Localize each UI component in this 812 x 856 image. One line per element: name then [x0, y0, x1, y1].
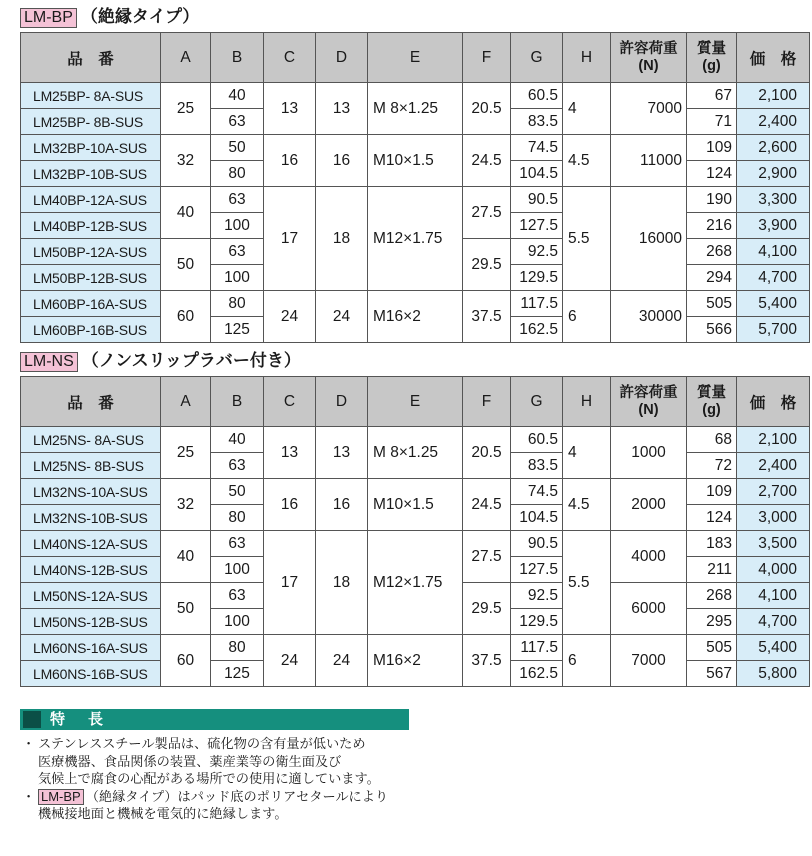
cell-b: 100 — [211, 213, 264, 239]
cell-mass: 505 — [687, 635, 737, 661]
product-code: LM40NS-12B-SUS — [21, 557, 161, 583]
cell-a: 25 — [161, 83, 211, 135]
cell-mass: 505 — [687, 291, 737, 317]
table-row — [21, 187, 810, 213]
cell-load: 6000 — [611, 583, 687, 635]
cell-price: 5,400 — [737, 291, 810, 317]
cell-price: 2,100 — [737, 83, 810, 109]
header-d: D — [316, 33, 368, 83]
cell-c: 16 — [264, 479, 316, 531]
cell-g: 83.5 — [511, 453, 563, 479]
cell-price: 3,500 — [737, 531, 810, 557]
header-e: E — [368, 33, 463, 83]
header-name: 品 番 — [21, 33, 161, 83]
header-f: F — [463, 377, 511, 427]
lm-bp-spec-table — [20, 32, 810, 343]
cell-b: 80 — [211, 161, 264, 187]
cell-price: 4,700 — [737, 265, 810, 291]
heading-marker — [23, 711, 41, 728]
cell-mass: 68 — [687, 427, 737, 453]
note-line: 気候上で腐食の心配がある場所での使用に適しています。 — [38, 772, 380, 787]
cell-price: 2,400 — [737, 453, 810, 479]
cell-g: 90.5 — [511, 531, 563, 557]
cell-a: 60 — [161, 291, 211, 343]
cell-b: 100 — [211, 609, 264, 635]
cell-f: 20.5 — [463, 83, 511, 135]
cell-f: 20.5 — [463, 427, 511, 479]
cell-f: 27.5 — [463, 531, 511, 583]
cell-g: 74.5 — [511, 135, 563, 161]
cell-c: 17 — [264, 531, 316, 635]
cell-g: 104.5 — [511, 161, 563, 187]
cell-h: 5.5 — [563, 531, 611, 635]
cell-g: 92.5 — [511, 583, 563, 609]
cell-a: 40 — [161, 531, 211, 583]
table-header-row — [21, 33, 810, 83]
product-code: LM50NS-12B-SUS — [21, 609, 161, 635]
product-code: LM32NS-10A-SUS — [21, 479, 161, 505]
cell-mass: 294 — [687, 265, 737, 291]
cell-e: M16×2 — [368, 635, 463, 687]
header-mass-label: 質量 — [697, 40, 726, 57]
cell-mass: 124 — [687, 161, 737, 187]
cell-e: M12×1.75 — [368, 531, 463, 635]
cell-price: 2,700 — [737, 479, 810, 505]
cell-g: 90.5 — [511, 187, 563, 213]
cell-d: 24 — [316, 635, 368, 687]
cell-b: 63 — [211, 583, 264, 609]
table-header-row — [21, 377, 810, 427]
header-f: F — [463, 33, 511, 83]
cell-e: M12×1.75 — [368, 187, 463, 291]
product-code: LM60BP-16B-SUS — [21, 317, 161, 343]
cell-g: 117.5 — [511, 635, 563, 661]
cell-b: 80 — [211, 635, 264, 661]
cell-mass: 109 — [687, 135, 737, 161]
table-row — [21, 479, 810, 505]
cell-b: 100 — [211, 557, 264, 583]
bullet: ・ — [22, 737, 36, 752]
cell-g: 129.5 — [511, 609, 563, 635]
note-line: ステンレススチール製品は、硫化物の含有量が低いため — [38, 737, 366, 752]
header-load — [611, 33, 687, 83]
header-a: A — [161, 377, 211, 427]
cell-b: 125 — [211, 661, 264, 687]
header-load-label: 許容荷重 — [619, 40, 678, 57]
header-price: 価 格 — [737, 33, 810, 83]
note-line: （絶縁タイプ）はパッド底のポリアセタールにより — [85, 789, 389, 805]
section-subtitle: （絶縁タイプ） — [80, 7, 200, 27]
cell-a: 32 — [161, 479, 211, 531]
cell-d: 16 — [316, 479, 368, 531]
product-code: LM50BP-12A-SUS — [21, 239, 161, 265]
cell-load: 1000 — [611, 427, 687, 479]
cell-g: 60.5 — [511, 427, 563, 453]
section-title-lm-ns — [20, 349, 301, 373]
cell-h: 4.5 — [563, 479, 611, 531]
lm-bp-inline-tag: LM-BP — [38, 789, 84, 805]
cell-h: 6 — [563, 291, 611, 343]
cell-price: 2,900 — [737, 161, 810, 187]
cell-b: 100 — [211, 265, 264, 291]
cell-g: 104.5 — [511, 505, 563, 531]
cell-mass: 109 — [687, 479, 737, 505]
cell-g: 83.5 — [511, 109, 563, 135]
cell-d: 16 — [316, 135, 368, 187]
feature-note — [20, 736, 440, 789]
cell-mass: 190 — [687, 187, 737, 213]
product-code: LM32NS-10B-SUS — [21, 505, 161, 531]
cell-e: M 8×1.25 — [368, 427, 463, 479]
product-code: LM60NS-16A-SUS — [21, 635, 161, 661]
cell-e: M 8×1.25 — [368, 83, 463, 135]
product-code: LM40BP-12A-SUS — [21, 187, 161, 213]
header-g: G — [511, 377, 563, 427]
feature-note — [20, 789, 440, 824]
header-h: H — [563, 377, 611, 427]
cell-f: 37.5 — [463, 291, 511, 343]
cell-price: 3,300 — [737, 187, 810, 213]
cell-load: 11000 — [611, 135, 687, 187]
cell-c: 24 — [264, 291, 316, 343]
cell-c: 16 — [264, 135, 316, 187]
cell-f: 37.5 — [463, 635, 511, 687]
cell-b: 125 — [211, 317, 264, 343]
cell-mass: 71 — [687, 109, 737, 135]
cell-d: 13 — [316, 427, 368, 479]
note-line: 機械接地面と機械を電気的に絶縁します。 — [38, 807, 288, 822]
cell-mass: 183 — [687, 531, 737, 557]
cell-mass: 566 — [687, 317, 737, 343]
cell-c: 17 — [264, 187, 316, 291]
table-row — [21, 83, 810, 109]
cell-h: 6 — [563, 635, 611, 687]
header-mass-unit: (g) — [702, 57, 721, 74]
cell-f: 24.5 — [463, 135, 511, 187]
cell-e: M10×1.5 — [368, 135, 463, 187]
product-code: LM60NS-16B-SUS — [21, 661, 161, 687]
cell-f: 24.5 — [463, 479, 511, 531]
cell-price: 2,100 — [737, 427, 810, 453]
header-name: 品 番 — [21, 377, 161, 427]
cell-b: 63 — [211, 187, 264, 213]
header-load-unit: (N) — [638, 57, 659, 74]
cell-g: 74.5 — [511, 479, 563, 505]
cell-b: 63 — [211, 531, 264, 557]
product-code: LM25NS- 8B-SUS — [21, 453, 161, 479]
header-load-unit: (N) — [638, 401, 659, 418]
header-load — [611, 377, 687, 427]
cell-mass: 268 — [687, 583, 737, 609]
cell-b: 63 — [211, 239, 264, 265]
cell-mass: 567 — [687, 661, 737, 687]
cell-h: 5.5 — [563, 187, 611, 291]
cell-c: 13 — [264, 427, 316, 479]
features-notes — [20, 736, 440, 824]
cell-g: 60.5 — [511, 83, 563, 109]
cell-f: 27.5 — [463, 187, 511, 239]
product-code: LM25BP- 8A-SUS — [21, 83, 161, 109]
lm-bp-tag: LM-BP — [20, 8, 77, 28]
cell-g: 162.5 — [511, 317, 563, 343]
note-line: 医療機器、食品関係の装置、薬産業等の衛生面及び — [38, 754, 342, 770]
features-heading-bar — [20, 709, 409, 730]
table-row — [21, 427, 810, 453]
cell-a: 32 — [161, 135, 211, 187]
header-d: D — [316, 377, 368, 427]
lm-ns-spec-table — [20, 376, 810, 687]
cell-c: 24 — [264, 635, 316, 687]
cell-e: M16×2 — [368, 291, 463, 343]
cell-d: 18 — [316, 187, 368, 291]
cell-d: 24 — [316, 291, 368, 343]
cell-f: 29.5 — [463, 583, 511, 635]
cell-mass: 268 — [687, 239, 737, 265]
cell-g: 117.5 — [511, 291, 563, 317]
header-mass — [687, 377, 737, 427]
cell-load: 7000 — [611, 635, 687, 687]
cell-load: 16000 — [611, 187, 687, 291]
cell-b: 40 — [211, 427, 264, 453]
cell-b: 63 — [211, 109, 264, 135]
cell-mass: 216 — [687, 213, 737, 239]
cell-mass: 67 — [687, 83, 737, 109]
header-mass-label: 質量 — [697, 384, 726, 401]
header-c: C — [264, 377, 316, 427]
cell-price: 4,100 — [737, 583, 810, 609]
table-row — [21, 635, 810, 661]
table-row — [21, 531, 810, 557]
cell-b: 80 — [211, 505, 264, 531]
cell-a: 50 — [161, 583, 211, 635]
product-code: LM32BP-10B-SUS — [21, 161, 161, 187]
cell-mass: 211 — [687, 557, 737, 583]
header-a: A — [161, 33, 211, 83]
cell-a: 25 — [161, 427, 211, 479]
cell-price: 5,800 — [737, 661, 810, 687]
product-code: LM60BP-16A-SUS — [21, 291, 161, 317]
section-title-lm-bp — [20, 5, 199, 29]
product-code: LM25BP- 8B-SUS — [21, 109, 161, 135]
cell-a: 60 — [161, 635, 211, 687]
cell-price: 4,700 — [737, 609, 810, 635]
cell-price: 5,700 — [737, 317, 810, 343]
header-mass — [687, 33, 737, 83]
cell-d: 18 — [316, 531, 368, 635]
cell-e: M10×1.5 — [368, 479, 463, 531]
cell-load: 4000 — [611, 531, 687, 583]
cell-d: 13 — [316, 83, 368, 135]
product-code: LM32BP-10A-SUS — [21, 135, 161, 161]
cell-price: 3,000 — [737, 505, 810, 531]
cell-g: 129.5 — [511, 265, 563, 291]
product-code: LM40BP-12B-SUS — [21, 213, 161, 239]
cell-price: 2,600 — [737, 135, 810, 161]
product-code: LM50NS-12A-SUS — [21, 583, 161, 609]
cell-h: 4 — [563, 83, 611, 135]
cell-b: 40 — [211, 83, 264, 109]
cell-g: 162.5 — [511, 661, 563, 687]
cell-g: 127.5 — [511, 213, 563, 239]
cell-h: 4.5 — [563, 135, 611, 187]
cell-c: 13 — [264, 83, 316, 135]
lm-ns-tag: LM-NS — [20, 352, 78, 372]
cell-g: 92.5 — [511, 239, 563, 265]
cell-price: 5,400 — [737, 635, 810, 661]
cell-load: 30000 — [611, 291, 687, 343]
product-code: LM40NS-12A-SUS — [21, 531, 161, 557]
cell-mass: 124 — [687, 505, 737, 531]
cell-b: 50 — [211, 135, 264, 161]
product-code: LM25NS- 8A-SUS — [21, 427, 161, 453]
cell-mass: 295 — [687, 609, 737, 635]
header-load-label: 許容荷重 — [619, 384, 678, 401]
cell-b: 80 — [211, 291, 264, 317]
cell-g: 127.5 — [511, 557, 563, 583]
cell-f: 29.5 — [463, 239, 511, 291]
cell-price: 4,000 — [737, 557, 810, 583]
cell-b: 50 — [211, 479, 264, 505]
header-mass-unit: (g) — [702, 401, 721, 418]
table-row — [21, 291, 810, 317]
product-code: LM50BP-12B-SUS — [21, 265, 161, 291]
cell-load: 2000 — [611, 479, 687, 531]
features-heading: 特 長 — [50, 710, 108, 728]
cell-price: 4,100 — [737, 239, 810, 265]
cell-mass: 72 — [687, 453, 737, 479]
header-b: B — [211, 33, 264, 83]
table-row — [21, 135, 810, 161]
header-e: E — [368, 377, 463, 427]
cell-a: 40 — [161, 187, 211, 239]
header-price: 価 格 — [737, 377, 810, 427]
header-h: H — [563, 33, 611, 83]
header-b: B — [211, 377, 264, 427]
cell-a: 50 — [161, 239, 211, 291]
section-subtitle: （ノンスリップラバー付き） — [81, 351, 301, 371]
header-c: C — [264, 33, 316, 83]
cell-b: 63 — [211, 453, 264, 479]
cell-price: 3,900 — [737, 213, 810, 239]
cell-load: 7000 — [611, 83, 687, 135]
header-g: G — [511, 33, 563, 83]
cell-h: 4 — [563, 427, 611, 479]
cell-price: 2,400 — [737, 109, 810, 135]
bullet: ・ — [22, 789, 36, 805]
